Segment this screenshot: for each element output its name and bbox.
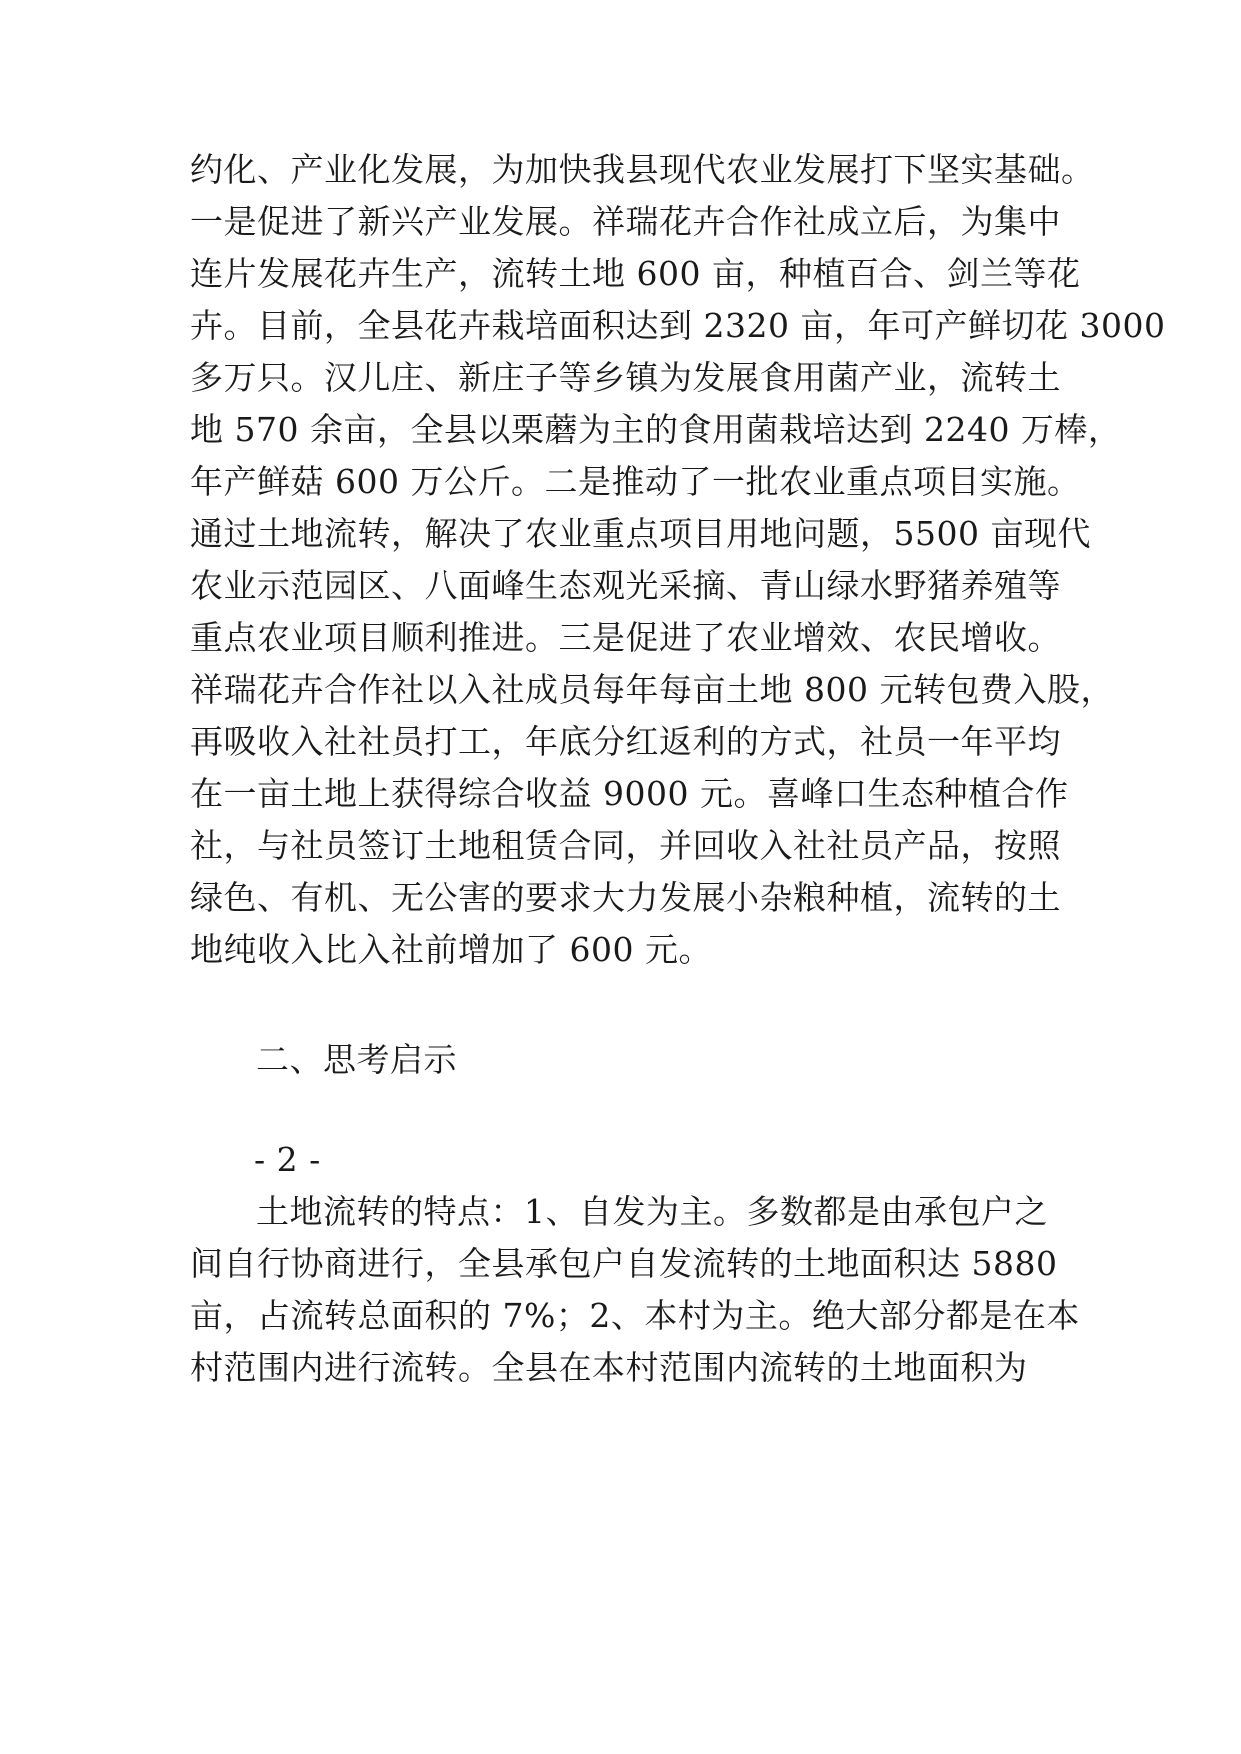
paragraph-line: 再吸收入社社员打工，年底分红返利的方式，社员一年平均	[190, 722, 1061, 761]
paragraph-line: 祥瑞花卉合作社以入社成员每年每亩土地 800 元转包费入股，	[190, 670, 1114, 709]
paragraph-line: 社，与社员签订土地租赁合同，并回收入社社员产品，按照	[190, 826, 1061, 865]
paragraph-line: 年产鲜菇 600 万公斤。二是推动了一批农业重点项目实施。	[190, 462, 1081, 501]
paragraph-line: 一是促进了新兴产业发展。祥瑞花卉合作社成立后，为集中	[190, 202, 1061, 241]
paragraph-line: 通过土地流转，解决了农业重点项目用地问题，5500 亩现代	[190, 514, 1091, 553]
paragraph-line: 绿色、有机、无公害的要求大力发展小杂粮种植，流转的土	[190, 878, 1061, 917]
paragraph-line: 地 570 余亩，全县以栗蘑为主的食用菌栽培达到 2240 万棒，	[190, 410, 1122, 449]
section-heading: 二、思考启示	[256, 1040, 457, 1079]
paragraph-line: 重点农业项目顺利推进。三是促进了农业增效、农民增收。	[190, 618, 1061, 657]
paragraph-line: 农业示范园区、八面峰生态观光采摘、青山绿水野猪养殖等	[190, 566, 1061, 605]
paragraph-line: 在一亩土地上获得综合收益 9000 元。喜峰口生态种植合作	[190, 774, 1069, 813]
paragraph-line: 连片发展花卉生产，流转土地 600 亩，种植百合、剑兰等花	[190, 254, 1081, 293]
paragraph-line: 多万只。汉儿庄、新庄子等乡镇为发展食用菌产业，流转土	[190, 358, 1061, 397]
paragraph-line: 亩，占流转总面积的 7%；2、本村为主。绝大部分都是在本	[190, 1296, 1080, 1335]
paragraph-line: 约化、产业化发展，为加快我县现代农业发展打下坚实基础。	[190, 150, 1095, 189]
paragraph-line: 卉。目前，全县花卉栽培面积达到 2320 亩，年可产鲜切花 3000	[190, 306, 1166, 345]
page-number: - 2 -	[254, 1140, 321, 1179]
paragraph-line: 间自行协商进行，全县承包户自发流转的土地面积达 5880	[190, 1244, 1058, 1283]
paragraph-line: 土地流转的特点：1、自发为主。多数都是由承包户之	[256, 1192, 1048, 1231]
paragraph-line: 村范围内进行流转。全县在本村范围内流转的土地面积为	[190, 1348, 1028, 1387]
paragraph-line: 地纯收入比入社前增加了 600 元。	[190, 930, 712, 969]
